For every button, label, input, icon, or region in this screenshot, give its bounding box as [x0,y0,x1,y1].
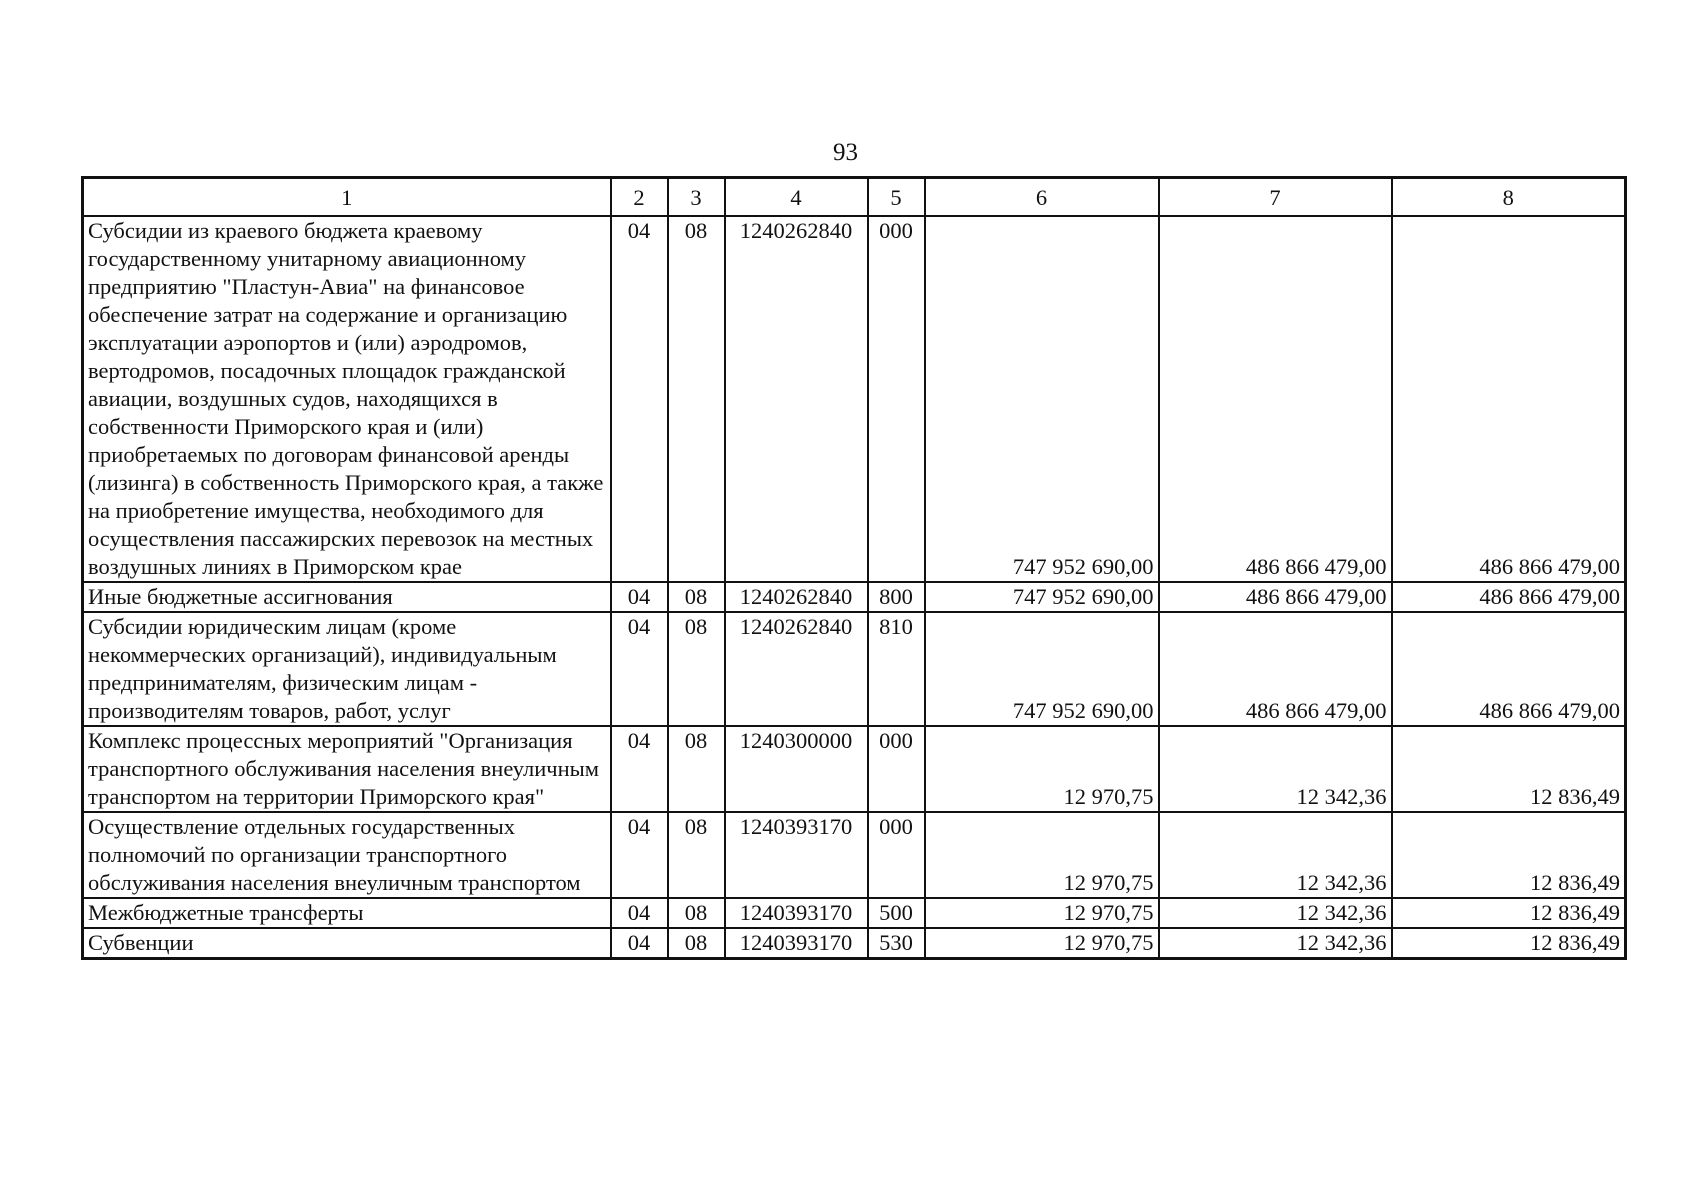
table-row [83,612,1626,726]
amount-col-8: 12 836,49 [1392,726,1626,812]
header-cell: 8 [1392,178,1626,217]
expense-type-code: 500 [868,898,925,928]
subsection-code: 08 [668,612,725,726]
subsection-code: 08 [668,216,725,582]
header-cell: 3 [668,178,725,217]
target-article-code: 1240262840 [725,582,868,612]
header-row [83,178,1626,217]
amount-col-6: 12 970,75 [925,928,1159,959]
expense-type-code: 800 [868,582,925,612]
row-name: Субвенции [83,928,611,959]
amount-col-6: 747 952 690,00 [925,582,1159,612]
amount-col-8: 12 836,49 [1392,812,1626,898]
table-row [83,898,1626,928]
table-row [83,726,1626,812]
subsection-code: 08 [668,582,725,612]
subsection-code: 08 [668,898,725,928]
row-name: Комплекс процессных мероприятий "Организация транспортного обслуживания населения внеуличным транспортом на территории Приморского края" [83,726,611,812]
expense-type-code: 530 [868,928,925,959]
amount-col-6: 747 952 690,00 [925,612,1159,726]
section-code: 04 [611,812,668,898]
row-name: Субсидии из краевого бюджета краевому государственному унитарному авиационному предприятию "Пластун-Авиа" на финансовое обеспечение затрат на содержание и организацию эксплуатации аэропортов и (или) аэродромов, вертодромов, посадочных площадок гражданской авиации, воздушных судов, находящихся в собственности Приморского края и (или) приобретаемых по договорам финансовой аренды (лизинга) в собственность Приморского края, а также на приобретение имущества, необходимого для осуществления пассажирских перевозок на местных воздушных линиях в Приморском крае [83,216,611,582]
table-row [83,216,1626,582]
header-cell: 6 [925,178,1159,217]
amount-col-6: 12 970,75 [925,726,1159,812]
expense-type-code: 000 [868,812,925,898]
expense-type-code: 000 [868,216,925,582]
target-article-code: 1240262840 [725,216,868,582]
amount-col-7: 12 342,36 [1159,928,1392,959]
amount-col-7: 486 866 479,00 [1159,612,1392,726]
subsection-code: 08 [668,726,725,812]
amount-col-7: 12 342,36 [1159,726,1392,812]
amount-col-8: 12 836,49 [1392,928,1626,959]
amount-col-8: 12 836,49 [1392,898,1626,928]
table-row [83,582,1626,612]
table-row [83,928,1626,959]
row-name: Субсидии юридическим лицам (кроме некоммерческих организаций), индивидуальным предпринимателям, физическим лицам - производителям товаров, работ, услуг [83,612,611,726]
section-code: 04 [611,928,668,959]
amount-col-6: 747 952 690,00 [925,216,1159,582]
amount-col-8: 486 866 479,00 [1392,612,1626,726]
target-article-code: 1240393170 [725,928,868,959]
header-cell: 5 [868,178,925,217]
header-cell: 7 [1159,178,1392,217]
amount-col-6: 12 970,75 [925,898,1159,928]
table-row [83,812,1626,898]
row-name: Иные бюджетные ассигнования [83,582,611,612]
budget-table [81,176,1627,960]
header-cell: 1 [83,178,611,217]
section-code: 04 [611,726,668,812]
section-code: 04 [611,216,668,582]
amount-col-7: 12 342,36 [1159,898,1392,928]
expense-type-code: 000 [868,726,925,812]
target-article-code: 1240393170 [725,898,868,928]
section-code: 04 [611,612,668,726]
amount-col-6: 12 970,75 [925,812,1159,898]
header-cell: 2 [611,178,668,217]
target-article-code: 1240393170 [725,812,868,898]
expense-type-code: 810 [868,612,925,726]
row-name: Осуществление отдельных государственных полномочий по организации транспортного обслуживания населения внеуличным транспортом [83,812,611,898]
page-number: 93 [833,139,858,166]
amount-col-7: 486 866 479,00 [1159,216,1392,582]
section-code: 04 [611,582,668,612]
amount-col-8: 486 866 479,00 [1392,216,1626,582]
subsection-code: 08 [668,812,725,898]
amount-col-7: 486 866 479,00 [1159,582,1392,612]
amount-col-8: 486 866 479,00 [1392,582,1626,612]
subsection-code: 08 [668,928,725,959]
target-article-code: 1240300000 [725,726,868,812]
target-article-code: 1240262840 [725,612,868,726]
header-cell: 4 [725,178,868,217]
row-name: Межбюджетные трансферты [83,898,611,928]
section-code: 04 [611,898,668,928]
amount-col-7: 12 342,36 [1159,812,1392,898]
